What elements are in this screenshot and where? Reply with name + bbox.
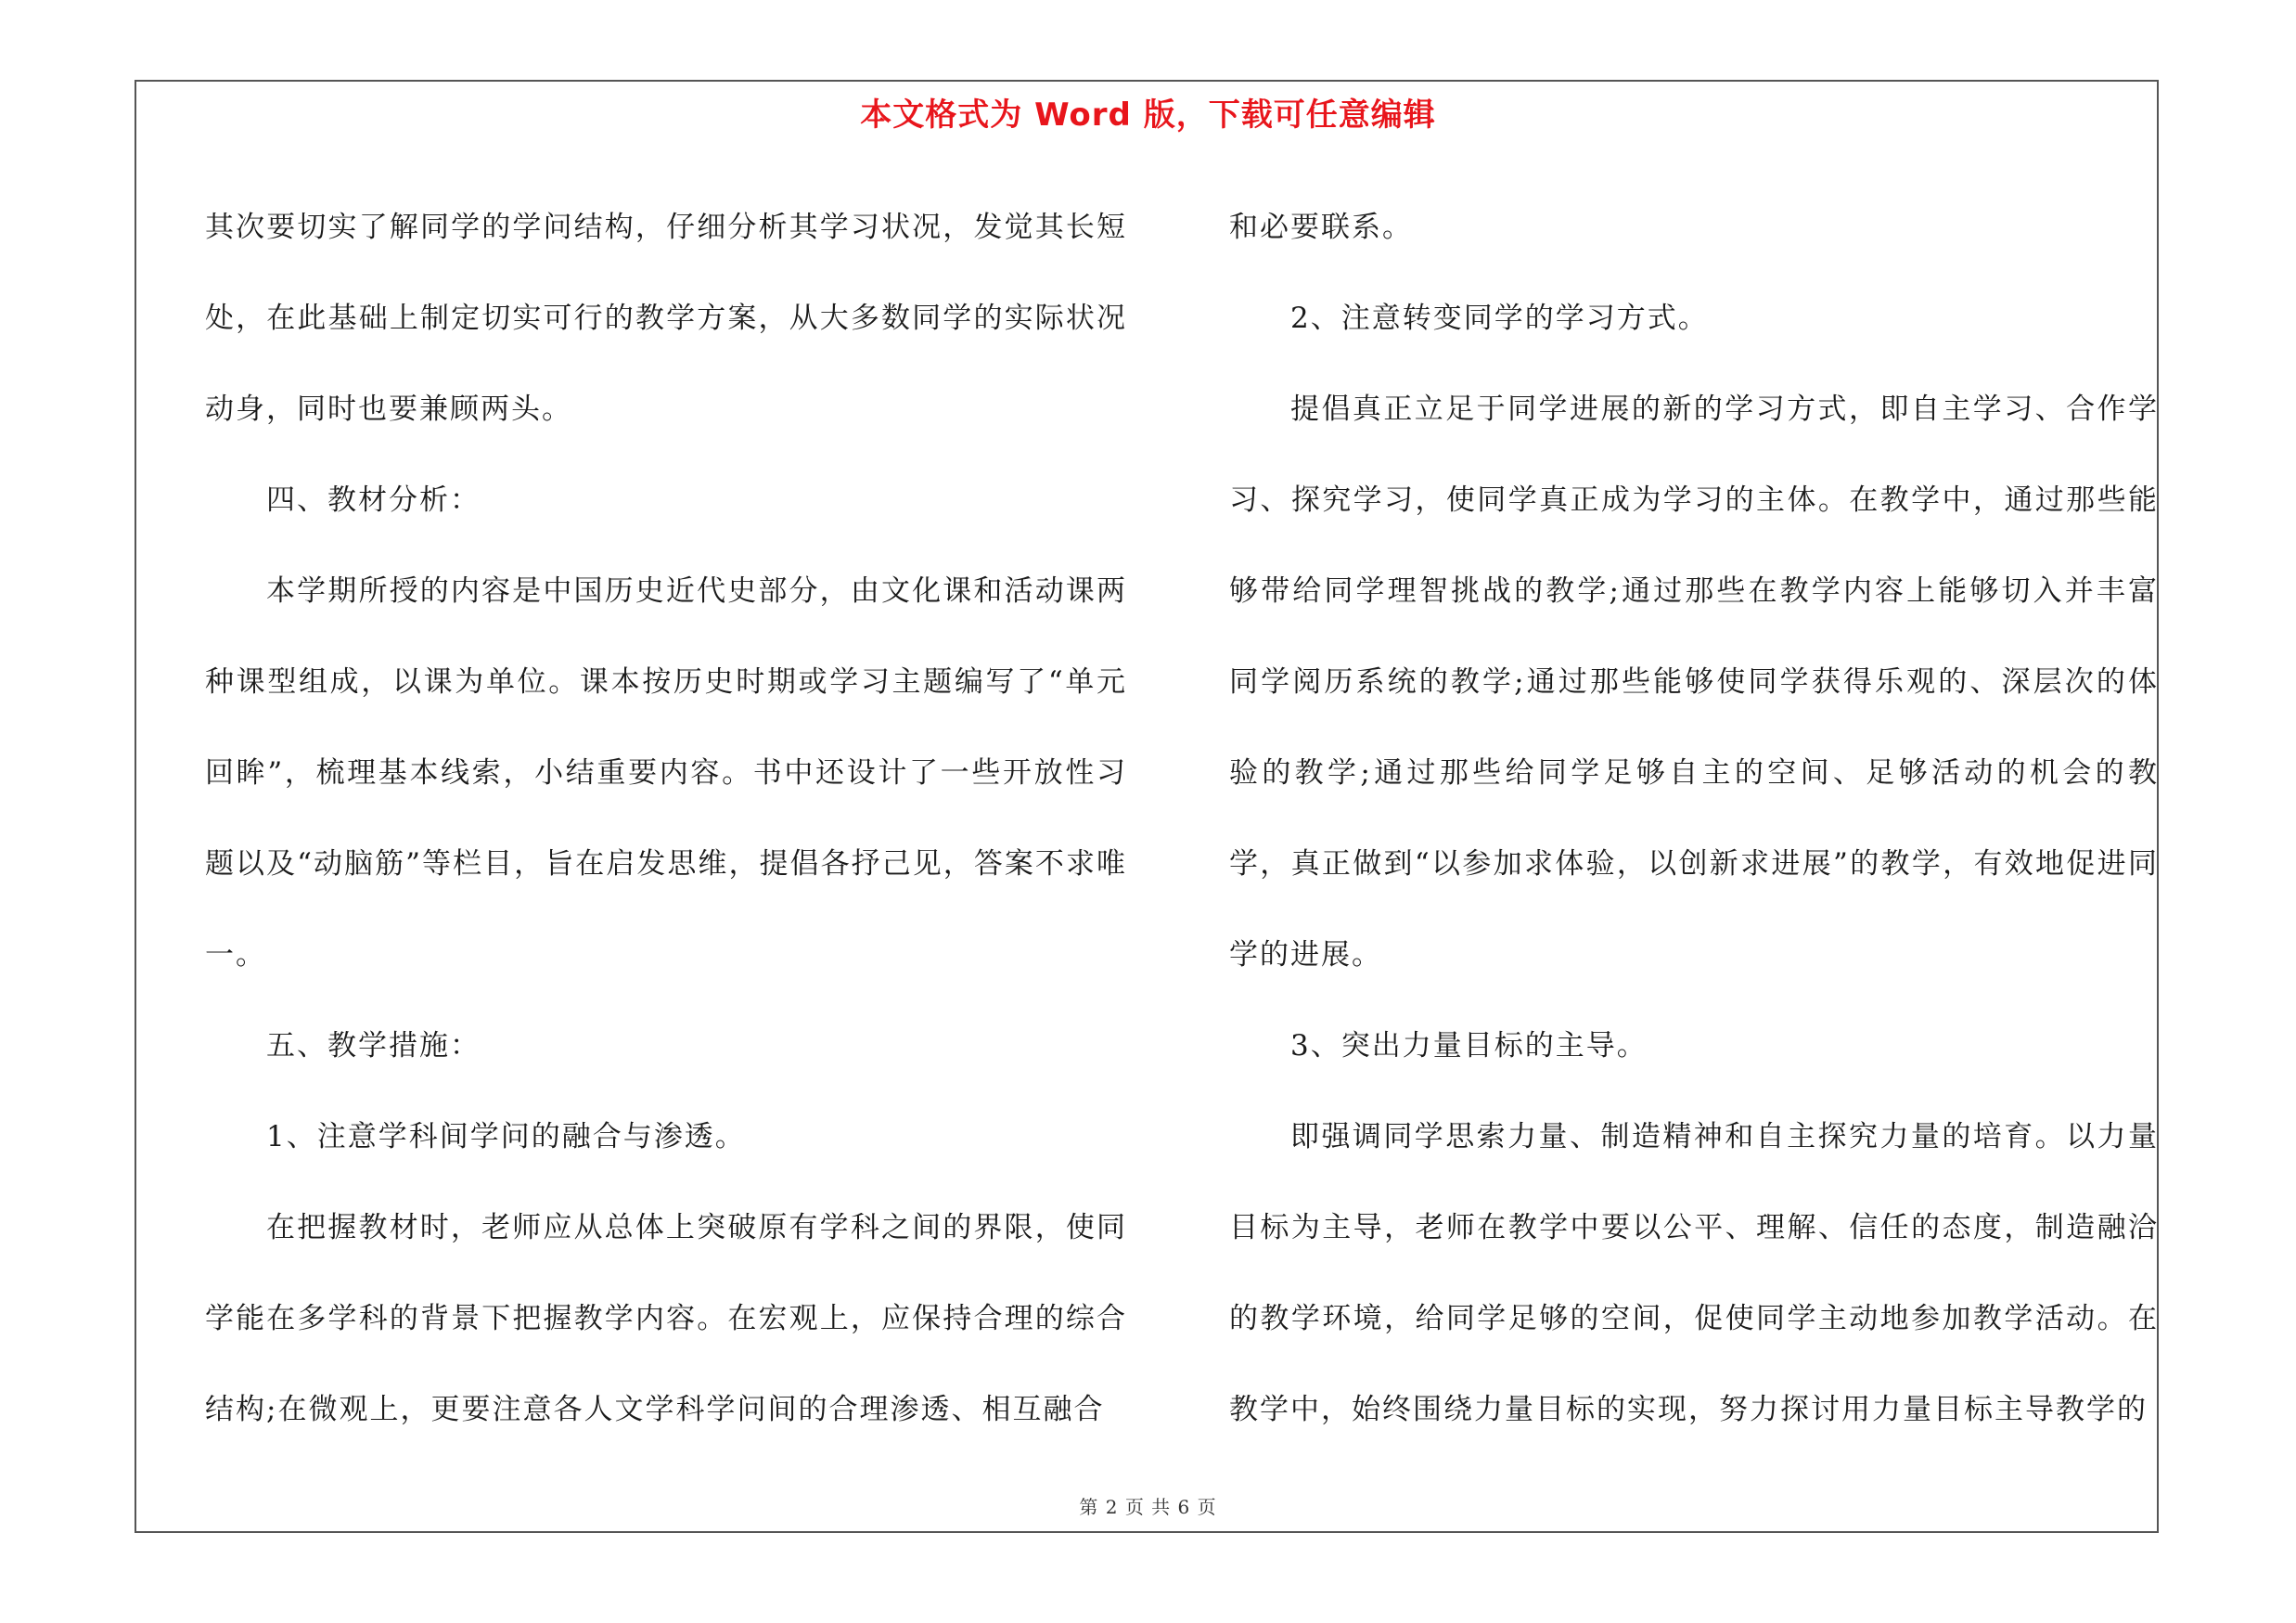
subsection-heading: 3、突出力量目标的主导。 [1290,1029,1648,1063]
right-column [1229,182,2159,1455]
subsection-heading: 1、注意学科间学问的融合与渗透。 [266,1120,746,1153]
paragraph: 即强调同学思索力量、制造精神和自主探究力量的培育。以力量目标为主导，老师在教学中要以公平、理解、信任的态度，制造融洽的教学环境，给同学足够的空间，促使同学主动地参加教学活动。在教学中，始终围绕力量目标的实现，努力探讨用力量目标主导教学的 [1229,1120,2159,1426]
page-number: 第 2 页 共 6 页 [1079,1496,1217,1518]
paragraph: 和必要联系。 [1229,211,1413,244]
paragraph: 在把握教材时，老师应从总体上突破原有学科之间的界限，使同学能在多学科的背景下把握教学内容。在宏观上，应保持合理的综合结构;在微观上，更要注意各人文学科学问间的合理渗透、相互融合 [205,1211,1127,1426]
paragraph: 提倡真正立足于同学进展的新的学习方式，即自主学习、合作学习、探究学习，使同学真正成为学习的主体。在教学中，通过那些能够带给同学理智挑战的教学;通过那些在教学内容上能够切入并丰富同学阅历系统的教学;通过那些能够使同学获得乐观的、深层次的体验的教学;通过那些给同学足够自主的空间、足够活动的机会的教学，真正做到“以参加求体验，以创新求进展”的教学，有效地促进同学的进展。 [1229,393,2159,972]
subsection-heading: 2、注意转变同学的学习方式。 [1290,302,1709,335]
word-format-banner: 本文格式为 Word 版，下载可任意编辑 [860,97,1436,134]
paragraph: 本学期所授的内容是中国历史近代史部分，由文化课和活动课两种课型组成，以课为单位。课本按历史时期或学习主题编写了“单元回眸”，梳理基本线索，小结重要内容。书中还设计了一些开放性习题以及“动脑筋”等栏目，旨在启发思维，提倡各抒己见，答案不求唯一。 [205,574,1127,972]
left-column [205,182,1127,1455]
section-heading: 四、教材分析： [266,483,481,517]
section-heading: 五、教学措施： [266,1029,481,1063]
paragraph: 其次要切实了解同学的学问结构，仔细分析其学习状况，发觉其长短处，在此基础上制定切实可行的教学方案，从大多数同学的实际状况动身，同时也要兼顾两头。 [205,211,1127,426]
